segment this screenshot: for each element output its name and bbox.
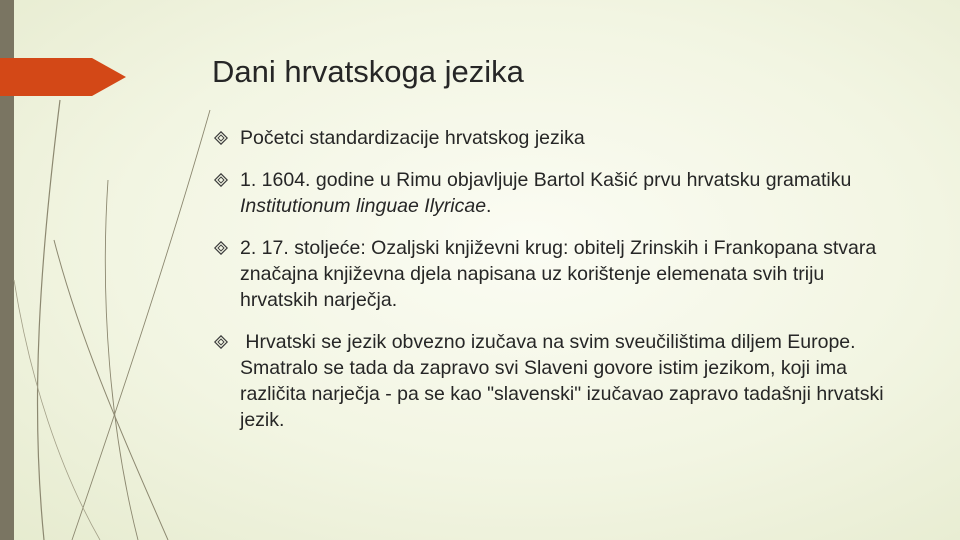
bullet-text-part: 1. 1604. godine u Rimu objavljuje Bartol Kašić prvu hrvatsku gramatiku [240,169,852,191]
diamond-outline-icon [214,173,228,187]
diamond-outline-icon [214,131,228,145]
bullet-text-part: Hrvatski se jezik obvezno izučava na svim sveučilištima diljem Europe. Smatralo se tada da zapravo svi Slaveni govore istim jezikom, koji ima različita narječja - pa se kao "slavenski" izučavao zapravo tadašnji hrvatski jezik. [240,331,884,431]
swoosh-line-5 [14,280,100,540]
diamond-outline-icon [214,241,228,255]
bullet-text-part: Početci standardizacije hrvatskog jezika [240,127,585,149]
bullet-text-part: 2. 17. stoljeće: Ozaljski književni krug: obitelj Zrinskih i Frankopana stvara značajna književna djela napisana uz korištenje elemenata svih triju hrvatskih narječja. [240,237,877,311]
swoosh-line-2 [54,240,168,540]
bullet-text [240,331,884,431]
bullet-list [214,125,894,449]
diamond-outline-icon [214,335,228,349]
bullet-item [214,167,894,219]
bullet-item [214,125,894,151]
bullet-text-part: . [486,195,492,217]
bullet-text-italic: Institutionum linguae Ilyricae [240,195,487,217]
bullet-item [214,235,894,313]
swoosh-line-4 [72,110,210,540]
bullet-text [240,169,851,217]
bullet-item [214,329,894,433]
swoosh-line-3 [105,180,138,540]
swoosh-line-1 [37,100,60,540]
bullet-text [240,127,585,149]
slide-title: Dani hrvatskoga jezika [212,54,524,89]
bullet-text [240,237,876,311]
left-accent-bar [0,0,14,540]
